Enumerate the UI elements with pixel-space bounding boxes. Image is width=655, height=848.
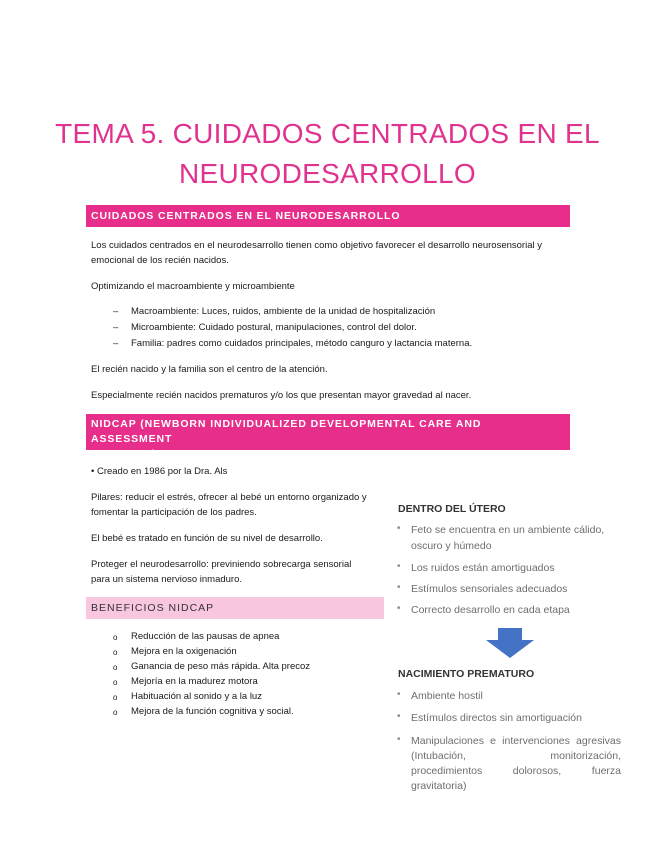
dash-bullet: – bbox=[113, 338, 119, 349]
intro-line2: emocional de los recién nacidos. bbox=[91, 255, 229, 266]
benefits-heading-band bbox=[86, 597, 384, 619]
benefit-item: Reducción de las pausas de apnea bbox=[131, 631, 280, 642]
proteger-line1: Proteger el neurodesarrollo: previniendo sobrecarga sensorial bbox=[91, 559, 352, 570]
diagram-bullet: • bbox=[397, 734, 401, 745]
section-heading-cuidados bbox=[86, 205, 570, 227]
diagram-bullet: • bbox=[397, 582, 401, 593]
benefits-heading: BENEFICIOS NIDCAP bbox=[91, 602, 215, 614]
down-arrow-shape bbox=[486, 628, 534, 658]
nidcap-heading-line1: NIDCAP (NEWBORN INDIVIDUALIZED DEVELOPMENTAL CARE AND ASSESSMENT bbox=[91, 418, 482, 445]
dentro-item-1-line1: Feto se encuentra en un ambiente cálido, bbox=[411, 524, 605, 536]
circle-bullet: o bbox=[113, 708, 118, 717]
circle-bullet: o bbox=[113, 633, 118, 642]
circle-bullet: o bbox=[113, 678, 118, 687]
proteger-line2: para un sistema nervioso inmaduro. bbox=[91, 574, 243, 585]
nacimiento-item-1: Ambiente hostil bbox=[411, 690, 483, 702]
dentro-utero-heading: DENTRO DEL ÚTERO bbox=[398, 503, 506, 515]
center-text: El recién nacido y la familia son el centro de la atención. bbox=[91, 364, 328, 375]
benefit-item: Mejora de la función cognitiva y social. bbox=[131, 706, 294, 717]
nacimiento-heading: NACIMIENTO PREMATURO bbox=[398, 668, 535, 680]
dentro-item-2: Los ruidos están amortiguados bbox=[411, 562, 555, 574]
intro-line1: Los cuidados centrados en el neurodesarrollo tienen como objetivo favorecer el desarrollo neurosensorial y bbox=[91, 240, 542, 251]
benefit-item: Mejoría en la madurez motora bbox=[131, 676, 258, 687]
page-title-line2: NEURODESARROLLO bbox=[178, 158, 476, 189]
dash-bullet: – bbox=[113, 306, 119, 317]
dentro-item-3: Estímulos sensoriales adecuados bbox=[411, 583, 568, 595]
manip-line4: gravitatoria) bbox=[411, 780, 467, 792]
manip-line3: procedimientos dolorosos, fuerza bbox=[411, 765, 621, 777]
dentro-item-1-line2: oscuro y húmedo bbox=[411, 540, 492, 552]
pilares-line2: fomentar la participación de los padres. bbox=[91, 507, 257, 518]
dentro-item-4: Correcto desarrollo en cada etapa bbox=[411, 604, 570, 616]
list-item-macroambiente: Macroambiente: Luces, ruidos, ambiente de la unidad de hospitalización bbox=[131, 306, 436, 317]
manip-line2: (Intubación, monitorización, bbox=[411, 750, 621, 762]
manip-line1: Manipulaciones e intervenciones agresivas bbox=[411, 735, 621, 747]
diagram-bullet: • bbox=[397, 603, 401, 614]
circle-bullet: o bbox=[113, 663, 118, 672]
list-item-familia: Familia: padres como cuidados principales, método canguro y lactancia materna. bbox=[131, 338, 473, 349]
created-text: • Creado en 1986 por la Dra. Als bbox=[91, 466, 228, 477]
dash-bullet: – bbox=[113, 322, 119, 333]
nacimiento-item-2: Estímulos directos sin amortiguación bbox=[411, 712, 582, 724]
section-heading-text: CUIDADOS CENTRADOS EN EL NEURODESARROLLO bbox=[91, 210, 401, 222]
list-item-microambiente: Microambiente: Cuidado postural, manipulaciones, control del dolor. bbox=[131, 322, 417, 333]
diagram-bullet: • bbox=[397, 523, 401, 534]
benefit-item: Mejora en la oxigenación bbox=[131, 646, 237, 657]
diagram-bullet: • bbox=[397, 561, 401, 572]
pilares-line1: Pilares: reducir el estrés, ofrecer al bebé un entorno organizado y bbox=[91, 492, 367, 503]
section-heading-nidcap bbox=[86, 414, 570, 460]
optimizing-text: Optimizando el macroambiente y microambiente bbox=[91, 281, 295, 292]
benefit-item: Ganancia de peso más rápida. Alta precoz bbox=[131, 661, 311, 672]
circle-bullet: o bbox=[113, 648, 118, 657]
diagram-bullet: • bbox=[397, 689, 401, 700]
nidcap-heading-line2: PROGRAM) bbox=[91, 448, 157, 460]
premature-text: Especialmente recién nacidos prematuros y/o los que presentan mayor gravedad al nacer. bbox=[91, 390, 472, 401]
benefit-item: Habituación al sonido y a la luz bbox=[131, 691, 262, 702]
page-title-line1: TEMA 5. CUIDADOS CENTRADOS EN EL bbox=[55, 118, 600, 149]
circle-bullet: o bbox=[113, 693, 118, 702]
bebe-text: El bebé es tratado en función de su nivel de desarrollo. bbox=[91, 533, 323, 544]
down-arrow-icon bbox=[484, 628, 536, 660]
diagram-bullet: • bbox=[397, 711, 401, 722]
